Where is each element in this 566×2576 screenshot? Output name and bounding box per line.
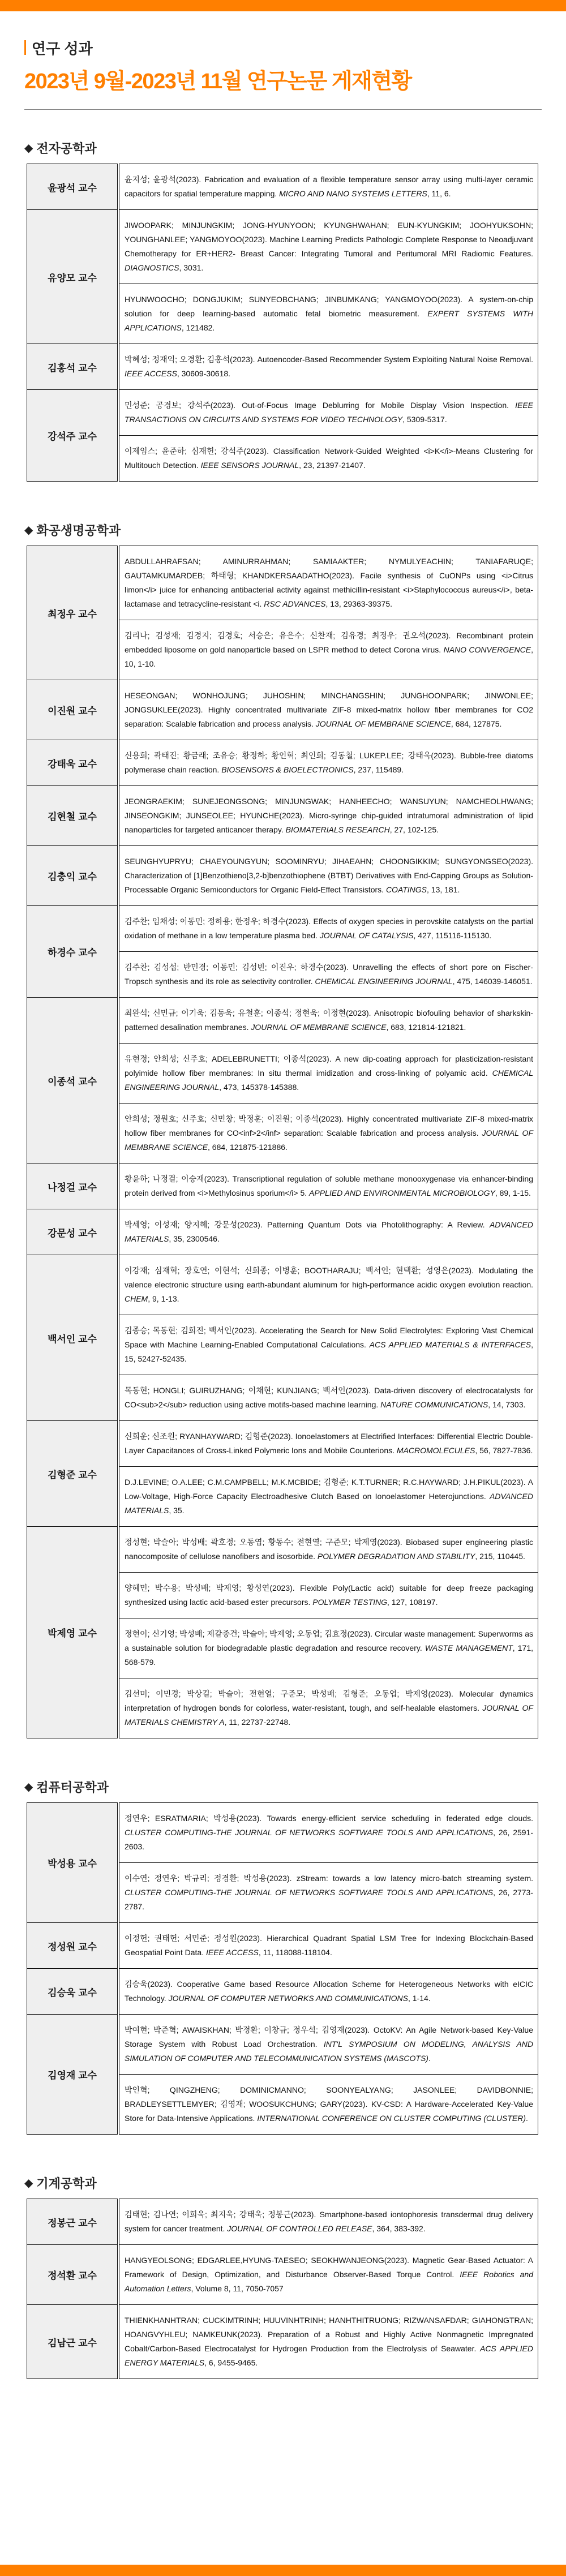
citation-text: 윤지성; 윤광석(2023). Fabrication and evaluation of a flexible temperature sensor array using multi-layer ceramic capacitors for spatial temperature mapping. <box>125 175 533 198</box>
professor-name: 김승욱 교수 <box>27 1969 119 2015</box>
journal-name: INT'L SYMPOSIUM ON MODELING, ANALYSIS AND SIMULATION OF COMPUTER AND TELECOMMUNICATION SYSTEMS (MASCOTS) <box>125 2040 534 2063</box>
journal-name: INTERNATIONAL CONFERENCE ON CLUSTER COMPUTING (CLUSTER) <box>257 2114 526 2123</box>
journal-name: IEEE TRANSACTIONS ON CIRCUITS AND SYSTEMS FOR VIDEO TECHNOLOGY <box>125 401 533 424</box>
paper-citation <box>118 1315 538 1375</box>
citation-volume-pages: , 6, 9455-9465. <box>204 2358 258 2367</box>
journal-name: CLUSTER COMPUTING-THE JOURNAL OF NETWORKS SOFTWARE TOOLS AND APPLICATIONS <box>125 1888 494 1897</box>
citation-volume-pages: , 171, 568-579. <box>125 1643 533 1667</box>
journal-name: DIAGNOSTICS <box>125 263 179 272</box>
professor-name: 하경수 교수 <box>27 906 119 998</box>
paper-citation <box>118 998 538 1044</box>
citation-text: 이정헌; 권태헌; 서민준; 정성원(2023). Hierarchical Quadrant Spatial LSM Tree for Indexing Blockchain-Based Geospatial Point Data. <box>125 1934 533 1957</box>
citation-text: D.J.LEVINE; O.A.LEE; C.M.CAMPBELL; M.K.MCBIDE; 김형준; K.T.TURNER; R.C.HAYWARD; J.H.PIKUL(2023). A Low-Voltage, High-Force Capacity Electroadhesive Clutch Based on Ionoelastomer Heterojunctions. <box>125 1478 533 1501</box>
table-row <box>27 998 538 1044</box>
table-row <box>27 846 538 906</box>
paper-citation <box>118 1467 538 1527</box>
citation-text: THIENKHANHTRAN; CUCKIMTRINH; HUUVINHTRINH; HANHTHITRUONG; RIZWANSAFDAR; GIAHONGTRAN; HOANGVYHLEU; NAMKEUNK(2023). Preparation of a Robust and Highly Active Nonmagnetic Impregnated Cobalt/Carbon-Based Electrocatalyst for Hydrogen Production from the Electrolysis of Seawater. <box>125 2316 533 2353</box>
professor-name: 김형준 교수 <box>27 1421 119 1527</box>
paper-citation <box>118 1803 538 1863</box>
journal-name: BIOSENSORS & BIOELECTRONICS <box>221 765 354 774</box>
citation-volume-pages: , 237, 115489. <box>353 765 404 774</box>
journal-name: ADVANCED MATERIALS <box>125 1492 533 1515</box>
paper-citation <box>118 2245 538 2305</box>
department-heading <box>24 2174 542 2192</box>
publication-table <box>27 1802 538 2135</box>
journal-name: ACS APPLIED MATERIALS & INTERFACES <box>369 1340 531 1349</box>
citation-text: 황윤하; 나정걸; 이승재(2023). Transcriptional regulation of soluble methane monooxygenase via enhancer-binding protein derived from <i>Methylosinus sporium</i> 5. <box>125 1174 533 1197</box>
journal-name: JOURNAL OF CATALYSIS <box>319 931 414 940</box>
paper-citation <box>118 786 538 846</box>
paper-citation <box>118 1527 538 1573</box>
journal-name: IEEE Robotics and Automation Letters <box>125 2270 533 2293</box>
journal-name: IEEE ACCESS <box>125 369 177 378</box>
citation-volume-pages: , 89, 1-15. <box>495 1188 531 1197</box>
journal-name: WASTE MANAGEMENT <box>424 1643 513 1652</box>
department-name: 전자공학과 <box>36 141 97 156</box>
table-row <box>27 680 538 740</box>
paper-citation <box>118 284 538 344</box>
citation-volume-pages: , 5309-5317. <box>402 415 447 424</box>
citation-volume-pages: , 127, 108197. <box>387 1598 438 1607</box>
table-row <box>27 1255 538 1315</box>
journal-name: NATURE COMMUNICATIONS <box>380 1400 488 1409</box>
journal-name: CHEMICAL ENGINEERING JOURNAL <box>315 977 453 986</box>
citation-volume-pages: , 13, 181. <box>427 885 460 894</box>
citation-volume-pages: , 26, 2773-2787. <box>125 1888 533 1911</box>
professor-name: 박성용 교수 <box>27 1803 119 1923</box>
paper-citation <box>118 620 538 680</box>
citation-text: 양혜민; 박수용; 박성배; 박제영; 황성연(2023). Flexible Poly(Lactic acid) suitable for deep freeze packaging synthesized using lactic acid-based ester precursors. <box>125 1583 533 1607</box>
journal-name: CHEM <box>125 1294 148 1303</box>
journal-name: CLUSTER COMPUTING-THE JOURNAL OF NETWORKS SOFTWARE TOOLS AND APPLICATIONS <box>125 1828 494 1837</box>
citation-text: 김리나; 김성재; 김경지; 김경호; 서승은; 유은수; 신찬재; 김유경; 최정우; 권오석(2023). Recombinant protein embedded liposome on gold nanoparticle based on LSPR method to detect Corona virus. <box>125 631 533 654</box>
citation-volume-pages: , 11, 6. <box>427 189 451 198</box>
table-row <box>27 1923 538 1969</box>
citation-volume-pages: , 11, 118088-118104. <box>258 1948 332 1957</box>
paper-citation <box>118 344 538 390</box>
citation-volume-pages: , 26, 2591-2603. <box>125 1828 533 1851</box>
citation-volume-pages: , 13, 29363-39375. <box>325 599 393 608</box>
table-row <box>27 1969 538 2015</box>
citation-text: JIWOOPARK; MINJUNGKIM; JONG-HYUNYOON; KYUNGHWAHAN; EUN-KYUNGKIM; JOOHYUKSOHN; YOUNGHANLEE; YANGMOYOO(2023). Machine Learning Predicts Pathologic Complete Response to Neoadjuvant Chemotherapy for ER+HER2- Breast Cancer: Integrating Tumoral and Peritumoral MRI Radiomic Features. <box>125 221 533 258</box>
citation-volume-pages: . <box>525 2114 528 2123</box>
professor-name: 정봉근 교수 <box>27 2199 119 2245</box>
citation-text: 김선미; 이민경; 박상길; 박슬아; 전현열; 구준모; 박성배; 김형준; 오동엽; 박제영(2023). Molecular dynamics interpretation of hydrogen bonds for colorless, water-resistant, tough, and self-healable elastomers. <box>125 1689 533 1712</box>
citation-text: 김종승; 목동현; 김희진; 백서인(2023). Accelerating the Search for New Solid Electrolytes: Exploring Vast Chemical Space with Machine Learning-Enabled Computational Calculations. <box>125 1326 533 1349</box>
citation-text: 정현이; 신기영; 박성배; 제갈종건; 박슬아; 박제영; 오동엽; 김효정(2023). Circular waste management: Superworms as a sustainable solution for biodegradable plastic degradation and resource recovery. <box>125 1629 533 1652</box>
citation-volume-pages: , 3031. <box>179 263 204 272</box>
citation-text: JEONGRAEKIM; SUNEJEONGSONG; MINJUNGWAK; HANHEECHO; WANSUYUN; NAMCHEOLHWANG; JINSEONGKIM; JUNSEOLEE; HYUNCHE(2023). Micro-syringe chip-guided intratumoral administration of lipid nanoparticles for targeted anticancer therapy. <box>125 797 533 834</box>
journal-name: ADVANCED MATERIALS <box>125 1220 533 1243</box>
citation-volume-pages: , 427, 115116-115130. <box>413 931 492 940</box>
journal-name: ACS APPLIED ENERGY MATERIALS <box>125 2344 534 2367</box>
paper-citation <box>118 1573 538 1618</box>
citation-volume-pages: , 10, 1-10. <box>125 645 533 668</box>
paper-citation <box>118 680 538 740</box>
citation-volume-pages: , 473, 145378-145388. <box>219 1083 299 1092</box>
citation-text: HYUNWOOCHO; DONGJUKIM; SUNYEOBCHANG; JINBUMKANG; YANGMOYOO(2023). A system-on-chip solution for deep learning-based automatic fetal biometric measurement. <box>125 295 533 318</box>
citation-volume-pages: , 27, 102-125. <box>389 825 439 834</box>
professor-name: 김충익 교수 <box>27 846 119 906</box>
table-row <box>27 2245 538 2305</box>
citation-volume-pages: , 15, 52427-52435. <box>125 1340 533 1363</box>
diamond-bullet-icon: ◆ <box>24 1781 33 1793</box>
professor-name: 김홍석 교수 <box>27 344 119 390</box>
paper-citation <box>118 846 538 906</box>
paper-citation <box>118 2015 538 2075</box>
citation-text: 김주찬; 김성섭; 반민경; 이동민; 김성빈; 이진우; 하경수(2023). Unravelling the effects of short pore on Fischer-Tropsch synthesis and its role as selectivity controller. <box>125 963 533 986</box>
table-row <box>27 164 538 210</box>
journal-name: BIOMATERIALS RESEARCH <box>285 825 390 834</box>
journal-name: NANO CONVERGENCE <box>443 645 531 654</box>
citation-text: 민성준; 공경보; 강석주(2023). Out-of-Focus Image Deblurring for Mobile Display Vision Inspection. <box>125 401 516 410</box>
paper-citation <box>118 1044 538 1104</box>
paper-citation <box>118 1255 538 1315</box>
journal-name: JOURNAL OF MEMBRANE SCIENCE <box>315 719 451 728</box>
top-accent-bar <box>0 0 566 11</box>
professor-name: 김현철 교수 <box>27 786 119 846</box>
paper-citation <box>118 1923 538 1969</box>
citation-text: 정연우; ESRATMARIA; 박성용(2023). Towards energy-efficient service scheduling in federated edge clouds. <box>125 1814 533 1823</box>
paper-citation <box>118 1678 538 1738</box>
citation-volume-pages: , 684, 127875. <box>451 719 502 728</box>
professor-name: 이진원 교수 <box>27 680 119 740</box>
citation-text: 이강재; 심재혁; 장호연; 이현석; 신희종; 이병훈; BOOTHARAJU; 백서인; 현택환; 성영은(2023). Modulating the valence electronic structure using earth-abundant aluminum for high-performance acidic oxygen evolution reaction. <box>125 1266 533 1289</box>
journal-name: IEEE SENSORS JOURNAL <box>200 461 299 470</box>
citation-text: 박인혁; QINGZHENG; DOMINICMANNO; SOONYEALYANG; JASONLEE; DAVIDBONNIE; BRADLEYSETTLEMYER; 김영재; WOOSUKCHUNG; GARY(2023). KV-CSD: A Hardware-Accelerated Key-Value Store for Data-Intensive Applications. <box>125 2085 533 2123</box>
citation-text: 김승욱(2023). Cooperative Game based Resource Allocation Scheme for Heterogeneous Networks with eICIC Technology. <box>125 1980 533 2003</box>
kicker-label: 연구 성과 <box>32 40 93 57</box>
citation-text: 목동현; HONGLI; GUIRUZHANG; 이채현; KUNJIANG; 백서인(2023). Data-driven discovery of electrocatalysts for CO<sub>2</sub> reduction using active motifs-based machine learning. <box>125 1386 533 1409</box>
paper-citation <box>118 1164 538 1209</box>
paper-citation <box>118 1969 538 2015</box>
citation-text: 박여현; 박준혁; AWAISKHAN; 박정환; 이창규; 정우석; 김영재(2023). OctoKV: An Agile Network-based Key-Value Storage System with Robust Load Orchestration. <box>125 2025 533 2049</box>
paper-citation <box>118 210 538 284</box>
professor-name: 유양모 교수 <box>27 210 119 344</box>
publication-table <box>27 164 538 482</box>
citation-volume-pages: , 14, 7303. <box>488 1400 526 1409</box>
journal-name: CHEMICAL ENGINEERING JOURNAL <box>125 1068 533 1092</box>
publication-table <box>27 2199 538 2379</box>
citation-volume-pages: , 215, 110445. <box>475 1552 525 1561</box>
citation-text: 김태현; 김나연; 이희욱; 최지욱; 강태욱; 정봉근(2023). Smartphone-based iontophoresis transdermal drug delivery system for cancer treatment. <box>125 2210 533 2233</box>
table-row <box>27 740 538 786</box>
title-divider <box>24 109 542 110</box>
table-row <box>27 344 538 390</box>
journal-name: RSC ADVANCES <box>264 599 326 608</box>
citation-volume-pages: , 9, 1-13. <box>148 1294 179 1303</box>
table-row <box>27 2199 538 2245</box>
citation-text: 정성현; 박슬아; 박성배; 곽호정; 오동엽; 황동수; 전현열; 구준모; 박제영(2023). Biobased super engineering plastic nanocomposite of cellulose nanofibers and isosorbide. <box>125 1538 533 1561</box>
table-row <box>27 390 538 436</box>
citation-text: 유현정; 안희성; 신주호; ADELEBRUNETTI; 이종석(2023). A new dip-coating approach for plasticization-resistant polyimide hollow fiber membranes: In situ thermal imidization and cross-linking of polyamic acid. <box>125 1054 533 1077</box>
citation-volume-pages: , Volume 8, 11, 7050-7057 <box>191 2284 284 2293</box>
citation-volume-pages: , 35, 2300546. <box>169 1234 220 1243</box>
citation-text: 신희운; 신조원; RYANHAYWARD; 김형준(2023). Ionoelastomers at Electrified Interfaces: Differential Electric Double-Layer Capacitances of Cross-Linked Polymeric Ions and Mobile Counterions. <box>125 1432 533 1455</box>
paper-citation <box>118 740 538 786</box>
paper-citation <box>118 436 538 482</box>
paper-citation <box>118 1375 538 1421</box>
professor-name: 백서인 교수 <box>27 1255 119 1421</box>
table-row <box>27 786 538 846</box>
citation-text: 최완석; 신민규; 이기욱; 김동욱; 유철훈; 이종석; 정현욱; 이정현(2023). Anisotropic biofouling behavior of sharkskin-patterned desalination membranes. <box>125 1008 533 1032</box>
department-list <box>24 139 542 2379</box>
department-heading <box>24 139 542 157</box>
paper-citation <box>118 546 538 620</box>
citation-volume-pages: , 1-14. <box>408 1994 431 2003</box>
citation-text: HESEONGAN; WONHOJUNG; JUHOSHIN; MINCHANGSHIN; JUNGHOONPARK; JINWONLEE; JONGSUKLEE(2023). Highly concentrated multivariate ZIF-8 mixed-matrix hollow fiber membranes for CO2 separation: Scalable fabrication and process analysis. <box>125 691 533 728</box>
journal-name: JOURNAL OF MEMBRANE SCIENCE <box>125 1128 533 1152</box>
citation-text: 박혜성; 정재익; 오경환; 김홍석(2023). Autoencoder-Based Recommender System Exploiting Natural Noise Removal. <box>125 355 533 364</box>
department-name: 컴퓨터공학과 <box>36 1780 109 1794</box>
journal-name: JOURNAL OF COMPUTER NETWORKS AND COMMUNICATIONS <box>168 1994 408 2003</box>
table-row <box>27 210 538 284</box>
professor-name: 나정걸 교수 <box>27 1164 119 1209</box>
page-title: 2023년 9월-2023년 11월 연구논문 게재현황 <box>24 70 411 93</box>
diamond-bullet-icon: ◆ <box>24 2177 33 2189</box>
journal-name: POLYMER DEGRADATION AND STABILITY <box>317 1552 475 1561</box>
table-row <box>27 546 538 620</box>
section-kicker <box>24 38 542 57</box>
journal-name: JOURNAL OF CONTROLLED RELEASE <box>227 2224 372 2233</box>
table-row <box>27 1421 538 1467</box>
citation-volume-pages: , 56, 7827-7836. <box>475 1446 533 1455</box>
bottom-accent-bar <box>0 2565 566 2576</box>
citation-volume-pages: , 475, 146039-146051. <box>452 977 533 986</box>
department-heading <box>24 1778 542 1796</box>
paper-citation <box>118 1421 538 1467</box>
citation-volume-pages: , 684, 121875-121886. <box>208 1143 288 1152</box>
paper-citation <box>118 1209 538 1255</box>
paper-citation <box>118 2305 538 2379</box>
citation-volume-pages: . <box>428 2054 431 2063</box>
journal-name: MACROMOLECULES <box>396 1446 475 1455</box>
table-row <box>27 2015 538 2075</box>
journal-name: COATINGS <box>385 885 427 894</box>
paper-citation <box>118 906 538 952</box>
journal-name: APPLIED AND ENVIRONMENTAL MICROBIOLOGY <box>309 1188 495 1197</box>
table-row <box>27 1527 538 1573</box>
table-row <box>27 1803 538 1863</box>
professor-name: 강태욱 교수 <box>27 740 119 786</box>
table-row <box>27 1164 538 1209</box>
citation-volume-pages: , 364, 383-392. <box>372 2224 426 2233</box>
department-name: 화공생명공학과 <box>36 523 121 538</box>
professor-name: 최정우 교수 <box>27 546 119 680</box>
citation-volume-pages: , 30609-30618. <box>177 369 231 378</box>
journal-name: IEEE ACCESS <box>205 1948 259 1957</box>
citation-text: 이제임스; 윤준하; 심재헌; 강석주(2023). Classification Network-Guided Weighted <i>K</i>-Means Clustering for Multitouch Detection. <box>125 446 533 470</box>
citation-text: 안희성; 정원호; 신주호; 신민창; 박정훈; 이진원; 이종석(2023). Highly concentrated multivariate ZIF-8 mixed-matrix hollow fiber membranes for CO<inf>2</inf> separation: Scalable fabrication and process analysis. <box>125 1114 533 1137</box>
professor-name: 정성원 교수 <box>27 1923 119 1969</box>
professor-name: 김영재 교수 <box>27 2015 119 2135</box>
journal-name: MICRO AND NANO SYSTEMS LETTERS <box>279 189 427 198</box>
journal-name: JOURNAL OF MEMBRANE SCIENCE <box>251 1023 387 1032</box>
paper-citation <box>118 2075 538 2135</box>
citation-text: ABDULLAHRAFSAN; AMINURRAHMAN; SAMIAAKTER; NYMULYEACHIN; TANIAFARUQE; GAUTAMKUMARDEB; 하태형; KHANDKERSAADATHO(2023). Facile synthesis of CuONPs using <i>Citrus limon</i> juice for enhancing antibacterial activity against methicillin-resistant <i>Staphylococcus aureus</i>, beta-lactamase and tetracycline-resistant <i. <box>125 557 533 608</box>
paper-citation <box>118 1104 538 1164</box>
professor-name: 이종석 교수 <box>27 998 119 1164</box>
citation-text: 이수연; 정연우; 박규리; 정경환; 박성용(2023). zStream: towards a low latency micro-batch streaming system. <box>125 1874 533 1883</box>
professor-name: 김남근 교수 <box>27 2305 119 2379</box>
diamond-bullet-icon: ◆ <box>24 524 33 536</box>
page-content <box>0 38 566 2424</box>
citation-text: 신용희; 곽태진; 황금래; 조유승; 황정하; 황인혁; 최인희; 김동철; LUKEP.LEE; 강태욱(2023). Bubble-free diatoms polymerase chain reaction. <box>125 751 533 774</box>
citation-text: 박세영; 이성재; 양지혜; 강문성(2023). Patterning Quantum Dots via Photolithography: A Review. <box>125 1220 490 1229</box>
journal-name: EXPERT SYSTEMS WITH APPLICATIONS <box>125 309 533 332</box>
professor-name: 정석환 교수 <box>27 2245 119 2305</box>
table-row <box>27 1209 538 1255</box>
citation-text: SEUNGHYUPRYU; CHAEYOUNGYUN; SOOMINRYU; JIHAEAHN; CHOONGIKKIM; SUNGYONGSEO(2023). Characterization of [1]Benzothieno[3,2-b]benzothiophene (BTBT) Derivatives with End-Capping Groups as Solution-Processable Organic Semiconductors for Organic Field-Effect Transistors. <box>125 857 533 894</box>
kicker-accent-bar <box>24 40 26 55</box>
professor-name: 박제영 교수 <box>27 1527 119 1738</box>
citation-volume-pages: , 683, 121814-121821. <box>386 1023 466 1032</box>
citation-volume-pages: , 121482. <box>181 323 215 332</box>
citation-volume-pages: , 35. <box>169 1506 185 1515</box>
department-heading <box>24 521 542 539</box>
citation-text: 김주찬; 임채성; 이동민; 정하용; 한정우; 하경수(2023). Effects of oxygen species in perovskite catalysts on the partial oxidation of methane in a low temperature plasma bed. <box>125 917 533 940</box>
professor-name: 강문성 교수 <box>27 1209 119 1255</box>
citation-volume-pages: , 11, 22737-22748. <box>224 1718 291 1727</box>
paper-citation <box>118 1618 538 1678</box>
paper-citation <box>118 1863 538 1923</box>
citation-volume-pages: , 23, 21397-21407. <box>299 461 366 470</box>
citation-text: HANGYEOLSONG; EDGARLEE,HYUNG-TAESEO; SEOKHWANJEONG(2023). Magnetic Gear-Based Actuator: A Framework of Design, Optimization, and Disturbance Observer-Based Torque Control. <box>125 2256 533 2279</box>
professor-name: 윤광석 교수 <box>27 164 119 210</box>
paper-citation <box>118 952 538 998</box>
professor-name: 강석주 교수 <box>27 390 119 482</box>
department-name: 기계공학과 <box>36 2176 97 2191</box>
publication-table <box>27 546 538 1738</box>
table-row <box>27 2305 538 2379</box>
diamond-bullet-icon: ◆ <box>24 142 33 154</box>
journal-name: POLYMER TESTING <box>312 1598 388 1607</box>
paper-citation <box>118 390 538 436</box>
paper-citation <box>118 2199 538 2245</box>
table-row <box>27 906 538 952</box>
journal-name: JOURNAL OF MATERIALS CHEMISTRY A <box>125 1703 533 1727</box>
paper-citation <box>118 164 538 210</box>
